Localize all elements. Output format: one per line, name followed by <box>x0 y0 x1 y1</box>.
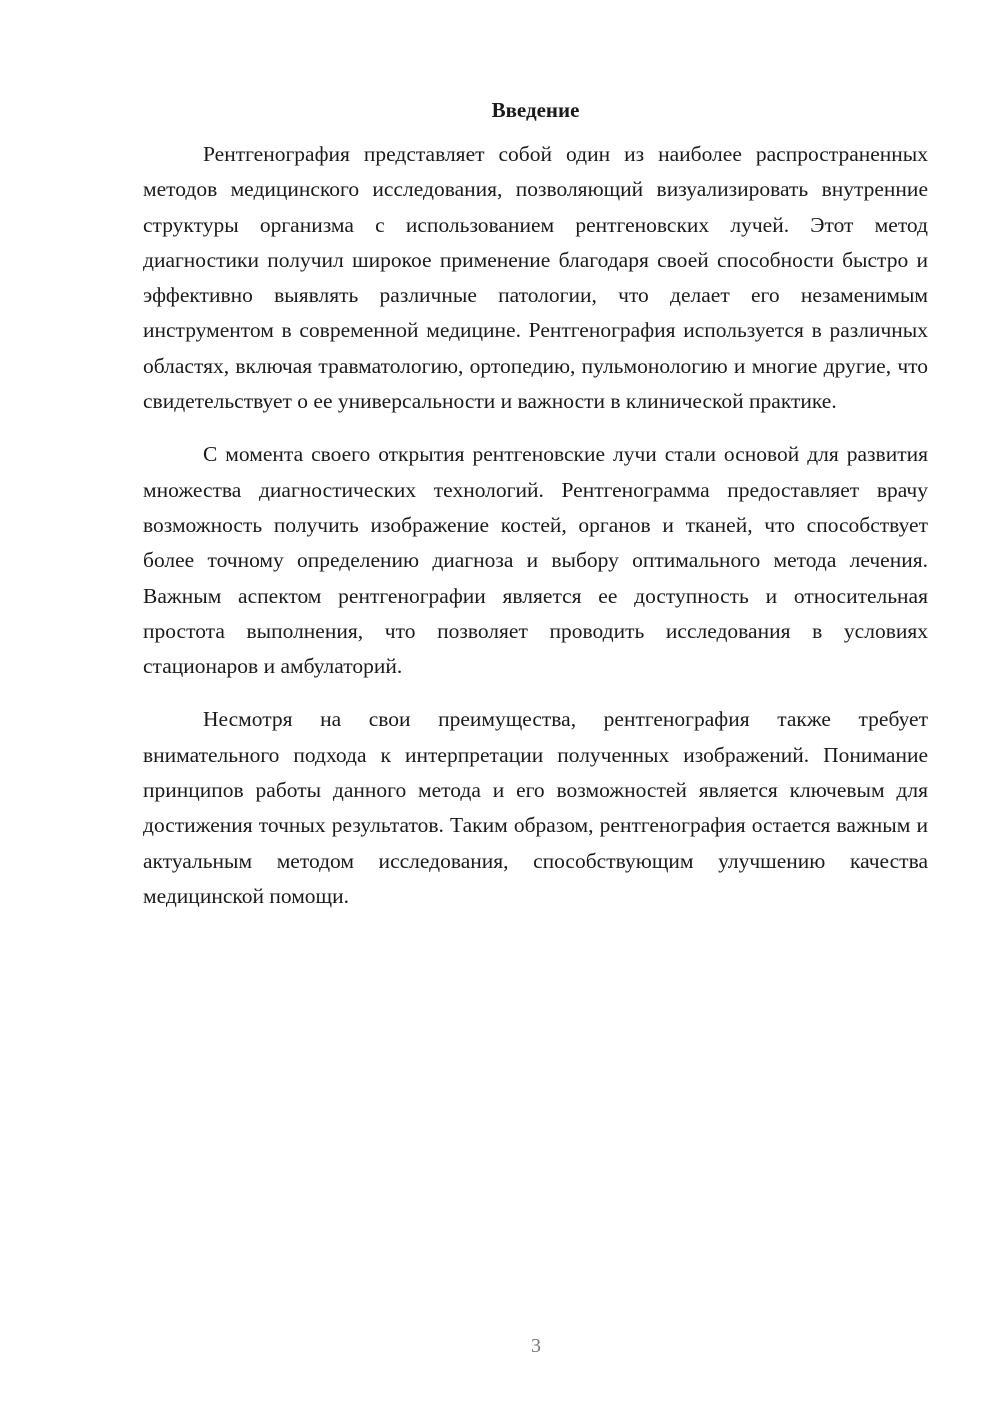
paragraph-3: Несмотря на свои преимущества, рентгенография также требует внимательного подхода к интерпретации полученных изображений. Понимание принципов работы данного метода и его возможностей является ключевым для достижения точных результатов. Таким образом, рентгенография остается важным и актуальным методом исследования, способствующим улучшению качества медицинской помощи. <box>143 707 928 908</box>
paragraph-1: Рентгенография представляет собой один из наиболее распространенных методов медицинского исследования, позволяющий визуализировать внутренние структуры организма с использованием рентгеновских лучей. Этот метод диагностики получил широкое применение благодаря своей способности быстро и эффективно выявлять различные патологии, что делает его незаменимым инструментом в современной медицине. Рентгенография используется в различных областях, включая травматологию, ортопедию, пульмонологию и многие другие, что свидетельствует о ее универсальности и важности в клинической практике. <box>143 142 928 414</box>
section-heading: Введение <box>491 98 580 122</box>
paragraph-2: С момента своего открытия рентгеновские лучи стали основой для развития множества диагностических технологий. Рентгенограмма предоставляет врачу возможность получить изображение костей, органов и тканей, что способствует более точному определению диагноза и выбору оптимального метода лечения. Важным аспектом рентгенографии является ее доступность и относительная простота выполнения, что позволяет проводить исследования в условиях стационаров и амбулаторий. <box>143 442 928 679</box>
page-content <box>143 95 928 932</box>
page-number: 3 <box>531 1335 541 1357</box>
